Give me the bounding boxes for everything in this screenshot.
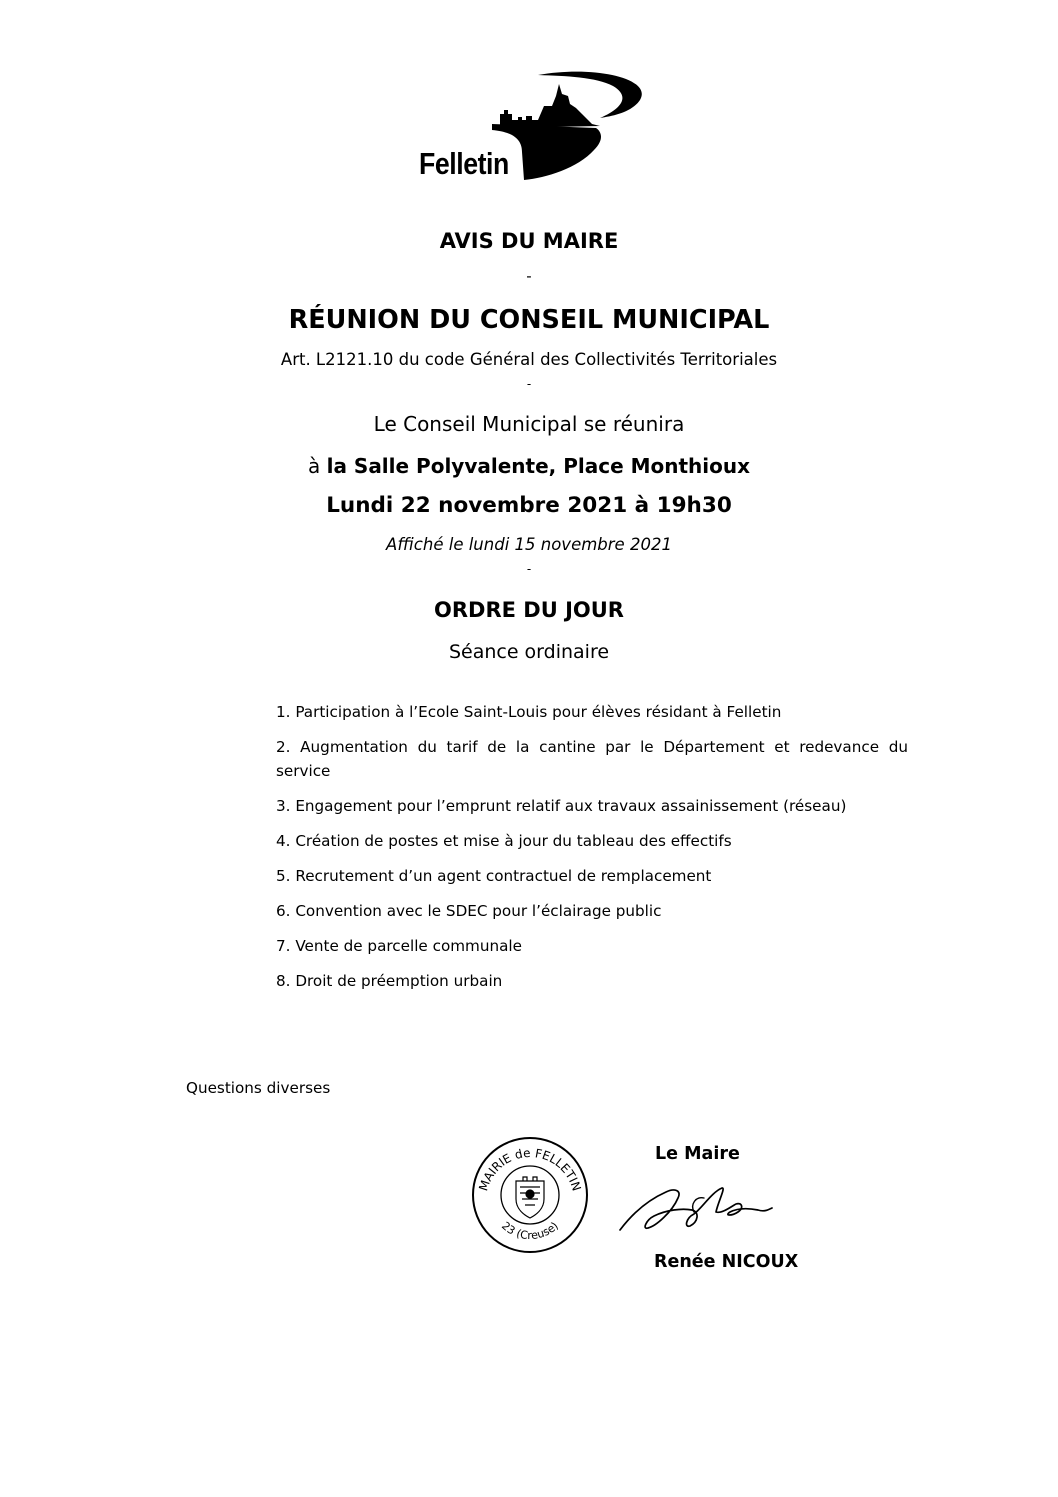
stamp-bottom-text: 23 (Creuse): [499, 1219, 561, 1243]
location-prefix: à: [307, 454, 327, 478]
separator: -: [526, 267, 532, 285]
agenda-item: 6. Convention avec le SDEC pour l’éclairage public: [276, 902, 662, 920]
stamp-top-text: MAIRIE de FELLETIN: [476, 1145, 584, 1193]
agenda-item: 5. Recrutement d’un agent contractuel de remplacement: [276, 867, 712, 885]
agenda-item: 4. Création de postes et mise à jour du tableau des effectifs: [276, 832, 732, 850]
posted-date: Affiché le lundi 15 novembre 2021: [386, 535, 672, 554]
separator: -: [526, 562, 532, 576]
legal-reference: Art. L2121.10 du code Général des Collectivités Territoriales: [280, 350, 778, 369]
separator: -: [526, 377, 532, 391]
agenda-list: [276, 700, 908, 1004]
location-name: la Salle Polyvalente, Place Monthioux: [326, 454, 751, 478]
handwritten-signature: [612, 1168, 787, 1248]
agenda-item: 2. Augmentation du tarif de la cantine par le Département et redevance du service: [276, 738, 908, 780]
other-questions: Questions diverses: [186, 1079, 331, 1097]
agenda-item: 3. Engagement pour l’emprunt relatif aux travaux assainissement (réseau): [276, 797, 847, 815]
agenda-title: ORDRE DU JOUR: [434, 598, 624, 622]
meeting-location: [0, 454, 1058, 478]
agenda-item: 7. Vente de parcelle communale: [276, 937, 522, 955]
svg-text:23 (Creuse): [499, 1219, 561, 1242]
meeting-title: RÉUNION DU CONSEIL MUNICIPAL: [288, 305, 770, 335]
coat-of-arms-icon: [516, 1177, 544, 1218]
signatory-name: Renée NICOUX: [654, 1252, 799, 1272]
signatory-title: Le Maire: [655, 1144, 740, 1164]
session-type: Séance ordinaire: [448, 641, 610, 663]
agenda-item: 8. Droit de préemption urbain: [276, 972, 503, 990]
meeting-datetime: Lundi 22 novembre 2021 à 19h30: [326, 493, 732, 518]
meeting-intro: Le Conseil Municipal se réunira: [373, 412, 685, 436]
logo-wordmark: Felletin: [419, 146, 509, 181]
notice-title: AVIS DU MAIRE: [439, 229, 619, 253]
official-stamp: [470, 1135, 590, 1255]
agenda-item: 1. Participation à l’Ecole Saint-Louis pour élèves résidant à Felletin: [276, 703, 782, 721]
